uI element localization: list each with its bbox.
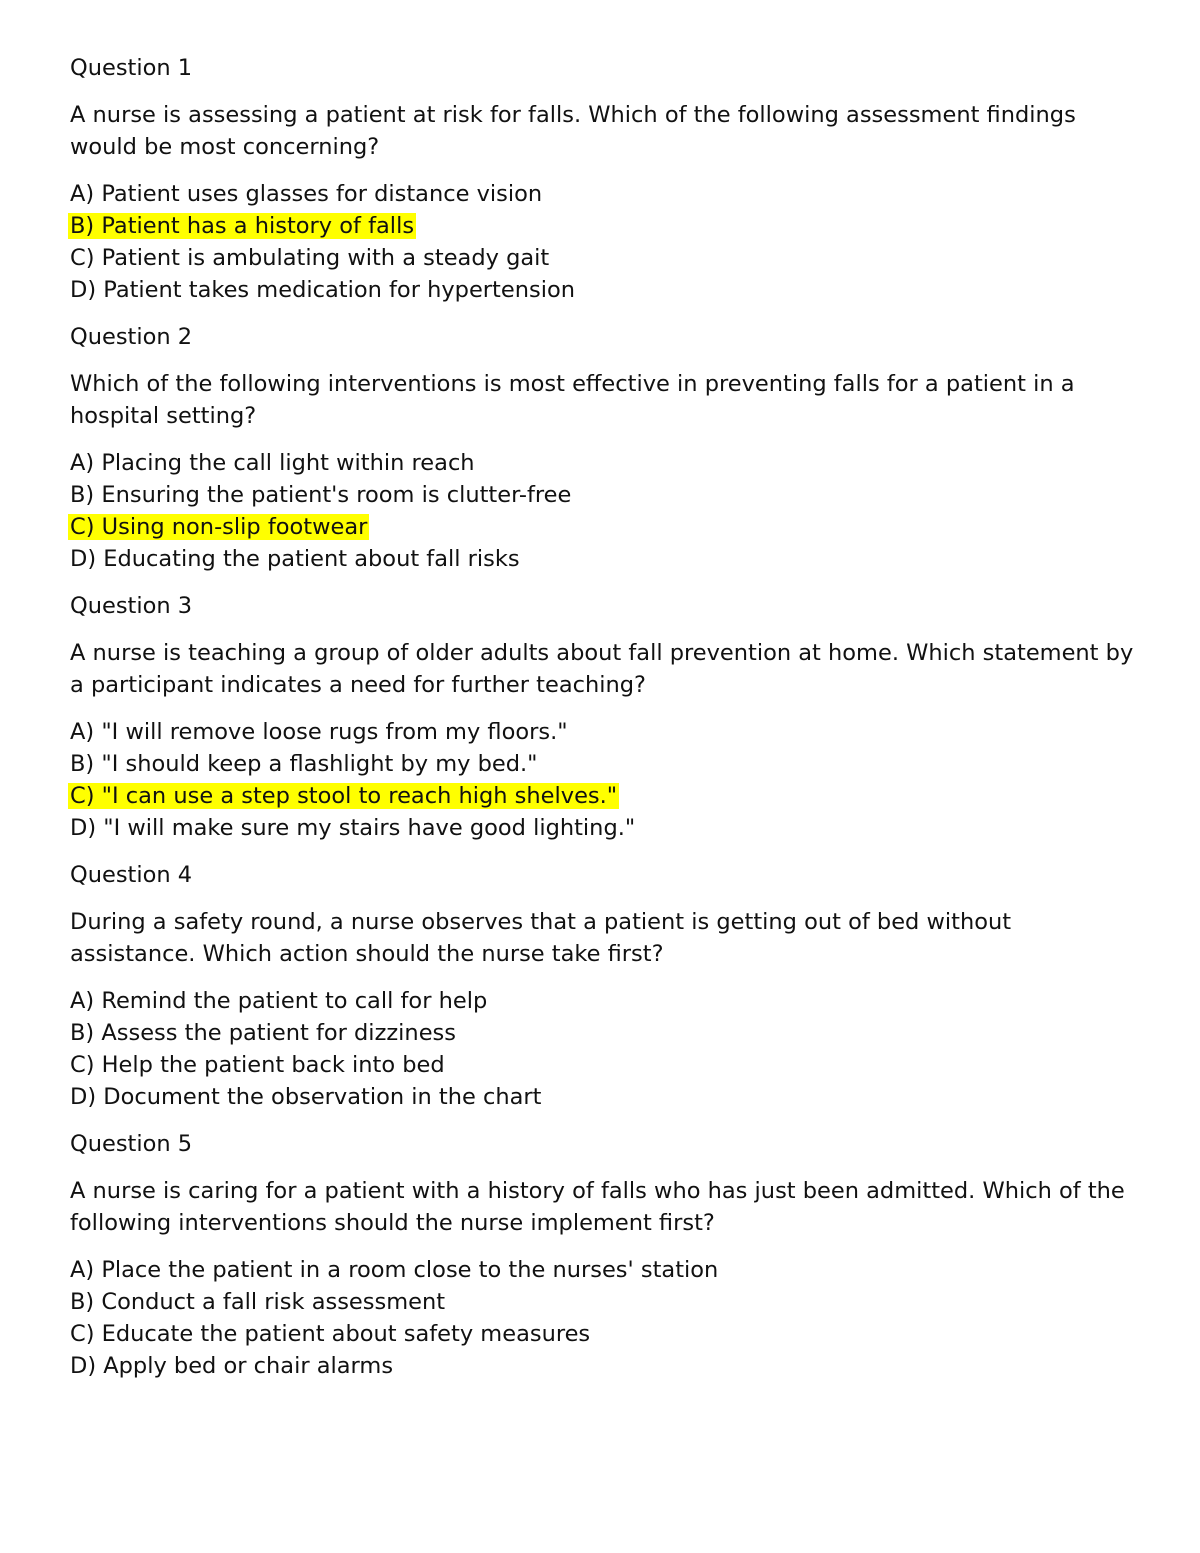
answer-option-c [70, 511, 1140, 543]
question-heading: Question 3 [70, 593, 193, 619]
question-heading: Question 5 [70, 1131, 193, 1157]
highlighted-answer: C) "I can use a step stool to reach high shelves." [70, 783, 618, 809]
question-block-3 [70, 590, 1140, 844]
highlighted-answer: B) Patient has a history of falls [70, 213, 415, 239]
answer-option-c [70, 242, 1140, 274]
answer-options [70, 1254, 1140, 1382]
answer-option-label: A) Remind the patient to call for help [70, 988, 488, 1014]
question-block-5 [70, 1128, 1140, 1382]
answer-option-b [70, 210, 1140, 242]
answer-option-c [70, 780, 1140, 812]
answer-option-label: B) "I should keep a flashlight by my bed." [70, 751, 538, 777]
answer-option-d [70, 1081, 1140, 1113]
answer-option-a [70, 985, 1140, 1017]
answer-option-d [70, 1350, 1140, 1382]
answer-option-d [70, 543, 1140, 575]
answer-option-label: B) Assess the patient for dizziness [70, 1020, 456, 1046]
question-heading: Question 2 [70, 324, 193, 350]
answer-option-label: D) Document the observation in the chart [70, 1084, 542, 1110]
answer-option-label: D) Apply bed or chair alarms [70, 1353, 394, 1379]
answer-option-label: D) Patient takes medication for hypertension [70, 277, 575, 303]
question-text: A nurse is assessing a patient at risk for falls. Which of the following assessment findings would be most concerning? [70, 102, 1076, 160]
answer-option-label: D) "I will make sure my stairs have good lighting." [70, 815, 636, 841]
answer-options [70, 447, 1140, 575]
question-text: A nurse is teaching a group of older adults about fall prevention at home. Which statement by a participant indicates a need for further teaching? [70, 640, 1134, 698]
answer-option-a [70, 447, 1140, 479]
answer-option-label: B) Conduct a fall risk assessment [70, 1289, 446, 1315]
answer-options [70, 985, 1140, 1113]
question-heading: Question 1 [70, 55, 193, 81]
answer-option-label: A) "I will remove loose rugs from my floors." [70, 719, 568, 745]
question-text: During a safety round, a nurse observes that a patient is getting out of bed without assistance. Which action should the nurse take first? [70, 909, 1012, 967]
highlighted-answer: C) Using non-slip footwear [70, 514, 368, 540]
answer-option-label: D) Educating the patient about fall risks [70, 546, 520, 572]
answer-option-b [70, 479, 1140, 511]
answer-option-label: A) Placing the call light within reach [70, 450, 475, 476]
question-text: Which of the following interventions is most effective in preventing falls for a patient in a hospital setting? [70, 371, 1075, 429]
question-block-2 [70, 321, 1140, 575]
answer-option-label: C) Patient is ambulating with a steady gait [70, 245, 550, 271]
answer-option-label: B) Ensuring the patient's room is clutter-free [70, 482, 572, 508]
answer-option-label: A) Patient uses glasses for distance vision [70, 181, 543, 207]
answer-option-d [70, 812, 1140, 844]
answer-option-b [70, 1286, 1140, 1318]
answer-option-c [70, 1318, 1140, 1350]
answer-option-label: C) Help the patient back into bed [70, 1052, 445, 1078]
answer-option-c [70, 1049, 1140, 1081]
question-block-4 [70, 859, 1140, 1113]
answer-option-b [70, 748, 1140, 780]
answer-option-a [70, 716, 1140, 748]
answer-option-a [70, 178, 1140, 210]
question-block-1 [70, 52, 1140, 306]
answer-option-label: C) Educate the patient about safety measures [70, 1321, 591, 1347]
answer-options [70, 178, 1140, 306]
answer-options [70, 716, 1140, 844]
answer-option-d [70, 274, 1140, 306]
question-text: A nurse is caring for a patient with a history of falls who has just been admitted. Which of the following interventions should the nurse implement first? [70, 1178, 1125, 1236]
answer-option-b [70, 1017, 1140, 1049]
answer-option-label: A) Place the patient in a room close to the nurses' station [70, 1257, 719, 1283]
answer-option-a [70, 1254, 1140, 1286]
question-heading: Question 4 [70, 862, 193, 888]
document-page [70, 52, 1140, 1397]
